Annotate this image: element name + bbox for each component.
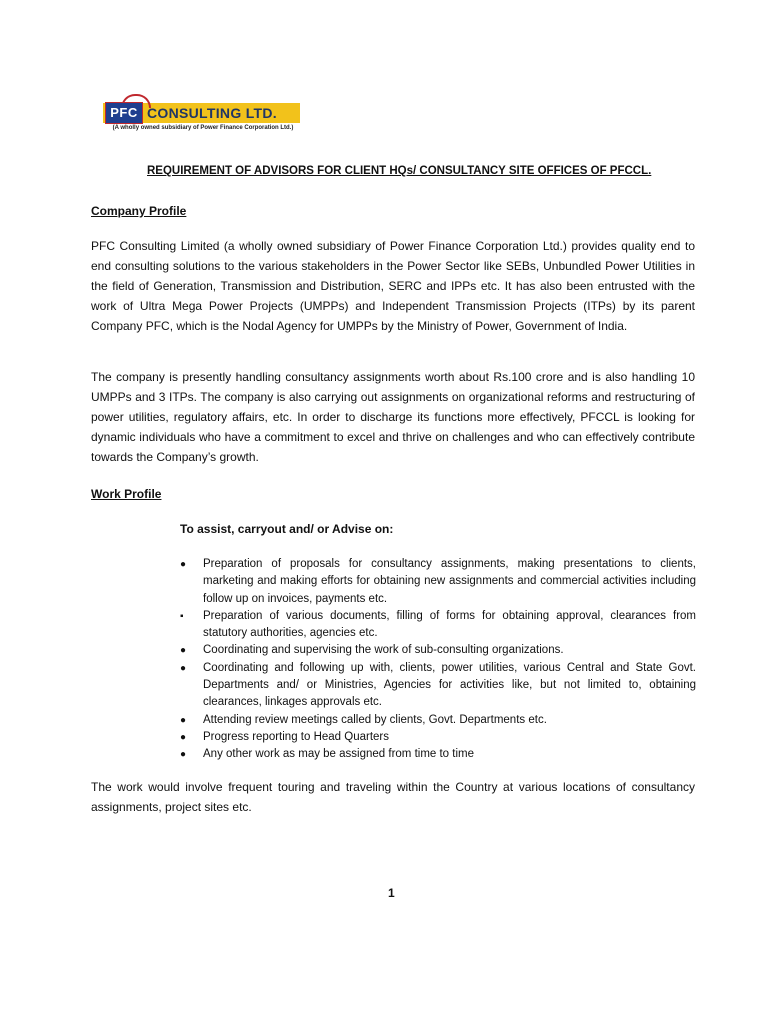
company-profile-paragraph-1: PFC Consulting Limited (a wholly owned subsidiary of Power Finance Corporation Ltd.) provides quality end to end consulting solutions to the various stakeholders in the Power Sector like SEBs, Unbundled Power Utilities in the field of Generation, Transmission and Distribution, SERC and IPPs etc. It has also been entrusted with the work of Ultra Mega Power Projects (UMPPs) and Independent Transmission Projects (ITPs) by its parent Company PFC, which is the Nodal Agency for UMPPs by the Ministry of Power, Government of India. [91, 239, 695, 333]
bullet-icon: ● [180, 749, 187, 761]
bullet-icon: ● [180, 662, 187, 674]
work-profile-list [180, 556, 696, 764]
list-item [180, 712, 696, 729]
work-profile-title: Work Profile [91, 487, 162, 501]
company-profile-title: Company Profile [91, 204, 187, 218]
list-item-text: Attending review meetings called by clients, Govt. Departments etc. [203, 713, 547, 726]
logo-tagline: (A wholly owned subsidiary of Power Finance Corporation Ltd.) [112, 125, 294, 131]
list-item [180, 556, 696, 608]
page-number: 1 [388, 886, 395, 900]
logo-pfc-mark: PFC [105, 102, 143, 124]
list-item [180, 746, 696, 763]
company-profile-paragraph-2: The company is presently handling consultancy assignments worth about Rs.100 crore and is also handling 10 UMPPs and 3 ITPs. The company is also carrying out assignments on organizational reforms and restructuring of power utilities, regulatory affairs, etc. In order to discharge its functions more effectively, PFCCL is looking for dynamic individuals who have a commitment to excel and thrive on challenges and who can effectively contribute towards the Company’s growth. [91, 370, 695, 464]
work-profile-intro: To assist, carryout and/ or Advise on: [180, 522, 394, 536]
bullet-icon: ● [180, 731, 187, 743]
work-profile-closing: The work would involve frequent touring and traveling within the Country at various locations of consultancy assignments, project sites etc. [91, 780, 695, 814]
logo-name: CONSULTING LTD. [147, 105, 277, 121]
list-item-text: Coordinating and following up with, clients, power utilities, various Central and State Govt. Departments and/ or Ministries, Agencies for activities like, but not limited to, obtaining clearances, linkages approvals etc. [203, 661, 696, 709]
list-item [180, 729, 696, 746]
bullet-icon: ● [180, 645, 187, 657]
list-item [180, 642, 696, 659]
list-item-text: Coordinating and supervising the work of sub-consulting organizations. [203, 644, 564, 657]
document-heading: REQUIREMENT OF ADVISORS FOR CLIENT HQs/ CONSULTANCY SITE OFFICES OF PFCCL. [147, 165, 652, 177]
list-item [180, 608, 696, 643]
company-logo [103, 98, 303, 138]
bullet-icon: ● [180, 714, 187, 726]
list-item-text: Any other work as may be assigned from time to time [203, 748, 474, 761]
list-item-text: Progress reporting to Head Quarters [203, 730, 390, 743]
list-item-text: Preparation of various documents, filling of forms for obtaining approval, clearances from statutory authorities, agencies etc. [203, 609, 696, 640]
bullet-icon: ▪ [180, 610, 184, 622]
list-item-text: Preparation of proposals for consultancy assignments, making presentations to clients, marketing and making efforts for obtaining new assignments and commercial activities including follow up on invoices, payments etc. [203, 558, 696, 605]
list-item [180, 660, 696, 712]
bullet-icon: ● [180, 559, 187, 570]
